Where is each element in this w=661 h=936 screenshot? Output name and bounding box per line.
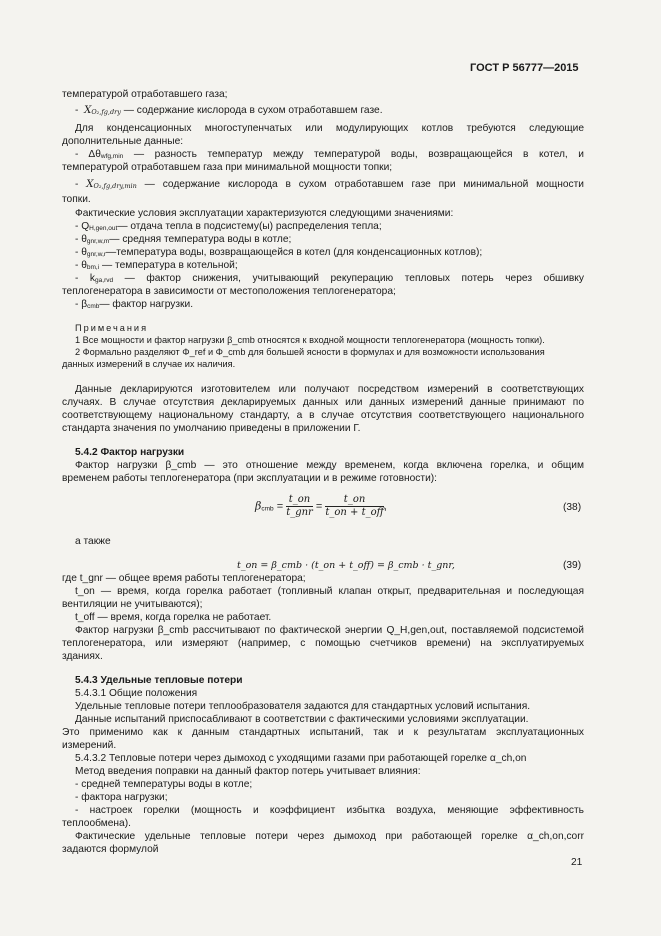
text-line: зданиях. [62,651,103,662]
page-number: 21 [571,857,583,868]
text-line: Данные испытаний приспосабливают в соответствии с фактическими условиями эксплуатации. [75,714,529,725]
text-line: Данные декларируются изготовителем или получают посредством измерений в соответствующих [75,384,584,395]
text-line: - средней температуры воды в котле; [75,779,253,790]
text-line: - $\beta_{cmb}—$ фактор нагрузки. [75,299,194,310]
subsection-heading: 5.4.3.2 Тепловые потери через дымоход с уходящими газами при работающей горелке α_ch,on [75,753,527,764]
section-heading: 5.4.2 Фактор нагрузки [75,447,185,458]
text-line: Фактор нагрузки β_cmb — это отношение между временем, когда включена горелка, и общим [75,460,584,471]
text-line: Метод введения поправки на данный фактор потерь учитывает влияния: [75,766,421,777]
text-line: t_on — время, когда горелка работает (топливный клапан открыт, предварительная и последующая [75,586,584,597]
equation-38: $\beta_{cmb}$ = $\frac{t\_on}{\text{t\_gnr}}$ = $\frac{t\_on}{\text{t\_on + t\_off}}$ , [255,494,387,518]
text-line: дополнительные данные: [62,136,184,147]
text-line: теплообмена). [62,818,131,829]
text-line: - $X_{O_2,fg,dry}$ — содержание кислорода в сухом отработавшем газе. [75,105,383,116]
text-line: Удельные тепловые потери теплообразователя задаются для стандартных условий испытания. [75,701,531,712]
text-line: стандарта значения по умолчанию приведены в приложении Г. [62,423,361,434]
section-heading: 5.4.3 Удельные тепловые потери [75,675,243,686]
text-line: вентиляции не учитываются); [62,599,203,610]
text-line: Фактические условия эксплуатации характеризуются следующими значениями: [75,208,454,219]
equation-number: (38) [563,502,582,513]
text-line: - $\theta_{bm,i}$ — температура в котельной; [75,260,238,271]
text-line: - $k_{ga,rvd}$ — фактор снижения, учитывающий рекуперацию тепловых потерь через обшивку [75,273,584,284]
text-line: топки. [62,194,91,205]
text-line: - $X_{O_2,fg,dry,min}$ — содержание кислорода в сухом отработавшем газе при минимальной мощности [75,179,584,190]
text-line: - $Q_{H,gen,out}—$ отдача тепла в подсистему(ы) распределения тепла; [75,221,382,232]
text-line: Фактические удельные тепловые потери через дымоход при работающей горелке α_ch,on,corr [75,831,584,842]
text-line: - фактора нагрузки; [75,792,168,803]
note-line: 1 Все мощности и фактор нагрузки β_cmb относятся к входной мощности теплогенератора (мощность топки). [75,335,545,345]
text-line: - $\Delta\theta_{wfg,min}$ — разность температур между температурой воды, возвращающейся в котел, и [75,149,584,160]
subsection-heading: 5.4.3.1 Общие положения [75,688,198,699]
note-line: данных измерений в случае их наличия. [62,359,236,369]
equation-39: t_on = β_cmb · (t_on + t_off) = β_cmb · t_gnr, [237,560,455,571]
text-line: измерений. [62,740,117,751]
text-line: а также [75,536,111,547]
text-line: температурой отработавшего газа; [62,89,228,100]
text-line: Это применимо как к данным стандартных испытаний, так и к результатам эксплуатационных [62,727,584,738]
text-line: где t_gnr — общее время работы теплогенератора; [62,573,306,584]
text-line: случаях. В случае отсутствия декларируемых данных или данных измерений данные принимают по [62,397,584,408]
text-line: - $\theta_{gnr,w,m}—$ средняя температура воды в котле; [75,234,292,245]
text-line: Фактор нагрузки β_cmb рассчитывают по фактической энергии Q_H,gen,out, поставляемой подсистемой [75,625,584,636]
text-line: теплогенератора, или измеряют (например, с помощью счетчиков времени) на эксплуатируемых [62,638,584,649]
text-line: - $\theta_{gnr,w,r}—температура$ воды, возвращающейся в котел (для конденсационных котлов); [75,247,483,258]
text-line: соответствующему национальному стандарту, а в случае отсутствия соответствующего национального [62,410,584,421]
text-line: задаются формулой [62,844,159,855]
text-line: Для конденсационных многоступенчатых или модулирующих котлов требуются следующие [75,123,584,134]
text-line: t_off — время, когда горелка не работает. [75,612,272,623]
page-header: ГОСТ Р 56777—2015 [470,62,579,74]
text-line: - настроек горелки (мощность и коэффициент избытка воздуха, меняющие эффективность [75,805,584,816]
note-line: 2 Формально разделяют Φ_ref и Φ_cmb для большей ясности в формулах и для возможности использования [75,347,545,357]
equation-number: (39) [563,560,582,571]
text-line: временем работы теплогенератора (при эксплуатации и в режиме готовности): [62,473,437,484]
text-line: теплогенератора в зависимости от местоположения теплогенератора; [62,286,396,297]
note-heading: Примечания [75,323,149,333]
text-line: температурой отработавшем газа при минимальной мощности топки; [62,162,393,173]
